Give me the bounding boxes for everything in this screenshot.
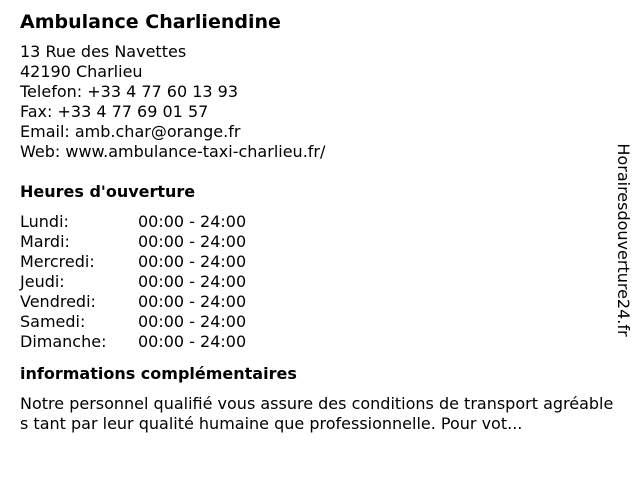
hours-row-friday (20, 292, 615, 312)
hours-day: Samedi: (20, 312, 86, 331)
info-text: Notre personnel qualifié vous assure des conditions de transport agréables tant par leur qualité humaine que professionnelle. Pour vot... (20, 394, 614, 433)
business-card (20, 10, 615, 434)
phone-line: Telefon: +33 4 77 60 13 93 (20, 82, 239, 101)
address-city: 42190 Charlieu (20, 62, 143, 81)
hours-time: 00:00 - 24:00 (138, 252, 247, 271)
address-street: 13 Rue des Navettes (20, 42, 187, 61)
hours-row-sunday (20, 332, 615, 352)
hours-time: 00:00 - 24:00 (138, 292, 247, 311)
hours-row-wednesday (20, 252, 615, 272)
hours-time: 00:00 - 24:00 (138, 212, 247, 231)
hours-list (20, 212, 615, 352)
hours-row-monday (20, 212, 615, 232)
hours-day: Mardi: (20, 232, 70, 251)
hours-heading: Heures d'ouverture (20, 182, 196, 201)
hours-day: Mercredi: (20, 252, 95, 271)
business-name: Ambulance Charliendine (20, 11, 281, 33)
hours-time: 00:00 - 24:00 (138, 272, 247, 291)
hours-time: 00:00 - 24:00 (138, 332, 247, 351)
hours-day: Lundi: (20, 212, 69, 231)
hours-row-tuesday (20, 232, 615, 252)
hours-day: Jeudi: (20, 272, 65, 291)
hours-time: 00:00 - 24:00 (138, 232, 247, 251)
hours-day: Dimanche: (20, 332, 107, 351)
fax-line: Fax: +33 4 77 69 01 57 (20, 102, 209, 121)
hours-row-thursday (20, 272, 615, 292)
hours-row-saturday (20, 312, 615, 332)
email-line: Email: amb.char@orange.fr (20, 122, 241, 141)
web-line: Web: www.ambulance-taxi-charlieu.fr/ (20, 142, 326, 161)
info-heading: informations complémentaires (20, 364, 297, 383)
contact-block (20, 42, 615, 162)
hours-time: 00:00 - 24:00 (138, 312, 247, 331)
hours-day: Vendredi: (20, 292, 96, 311)
site-watermark: Horairesdouverture24.fr (614, 143, 633, 337)
